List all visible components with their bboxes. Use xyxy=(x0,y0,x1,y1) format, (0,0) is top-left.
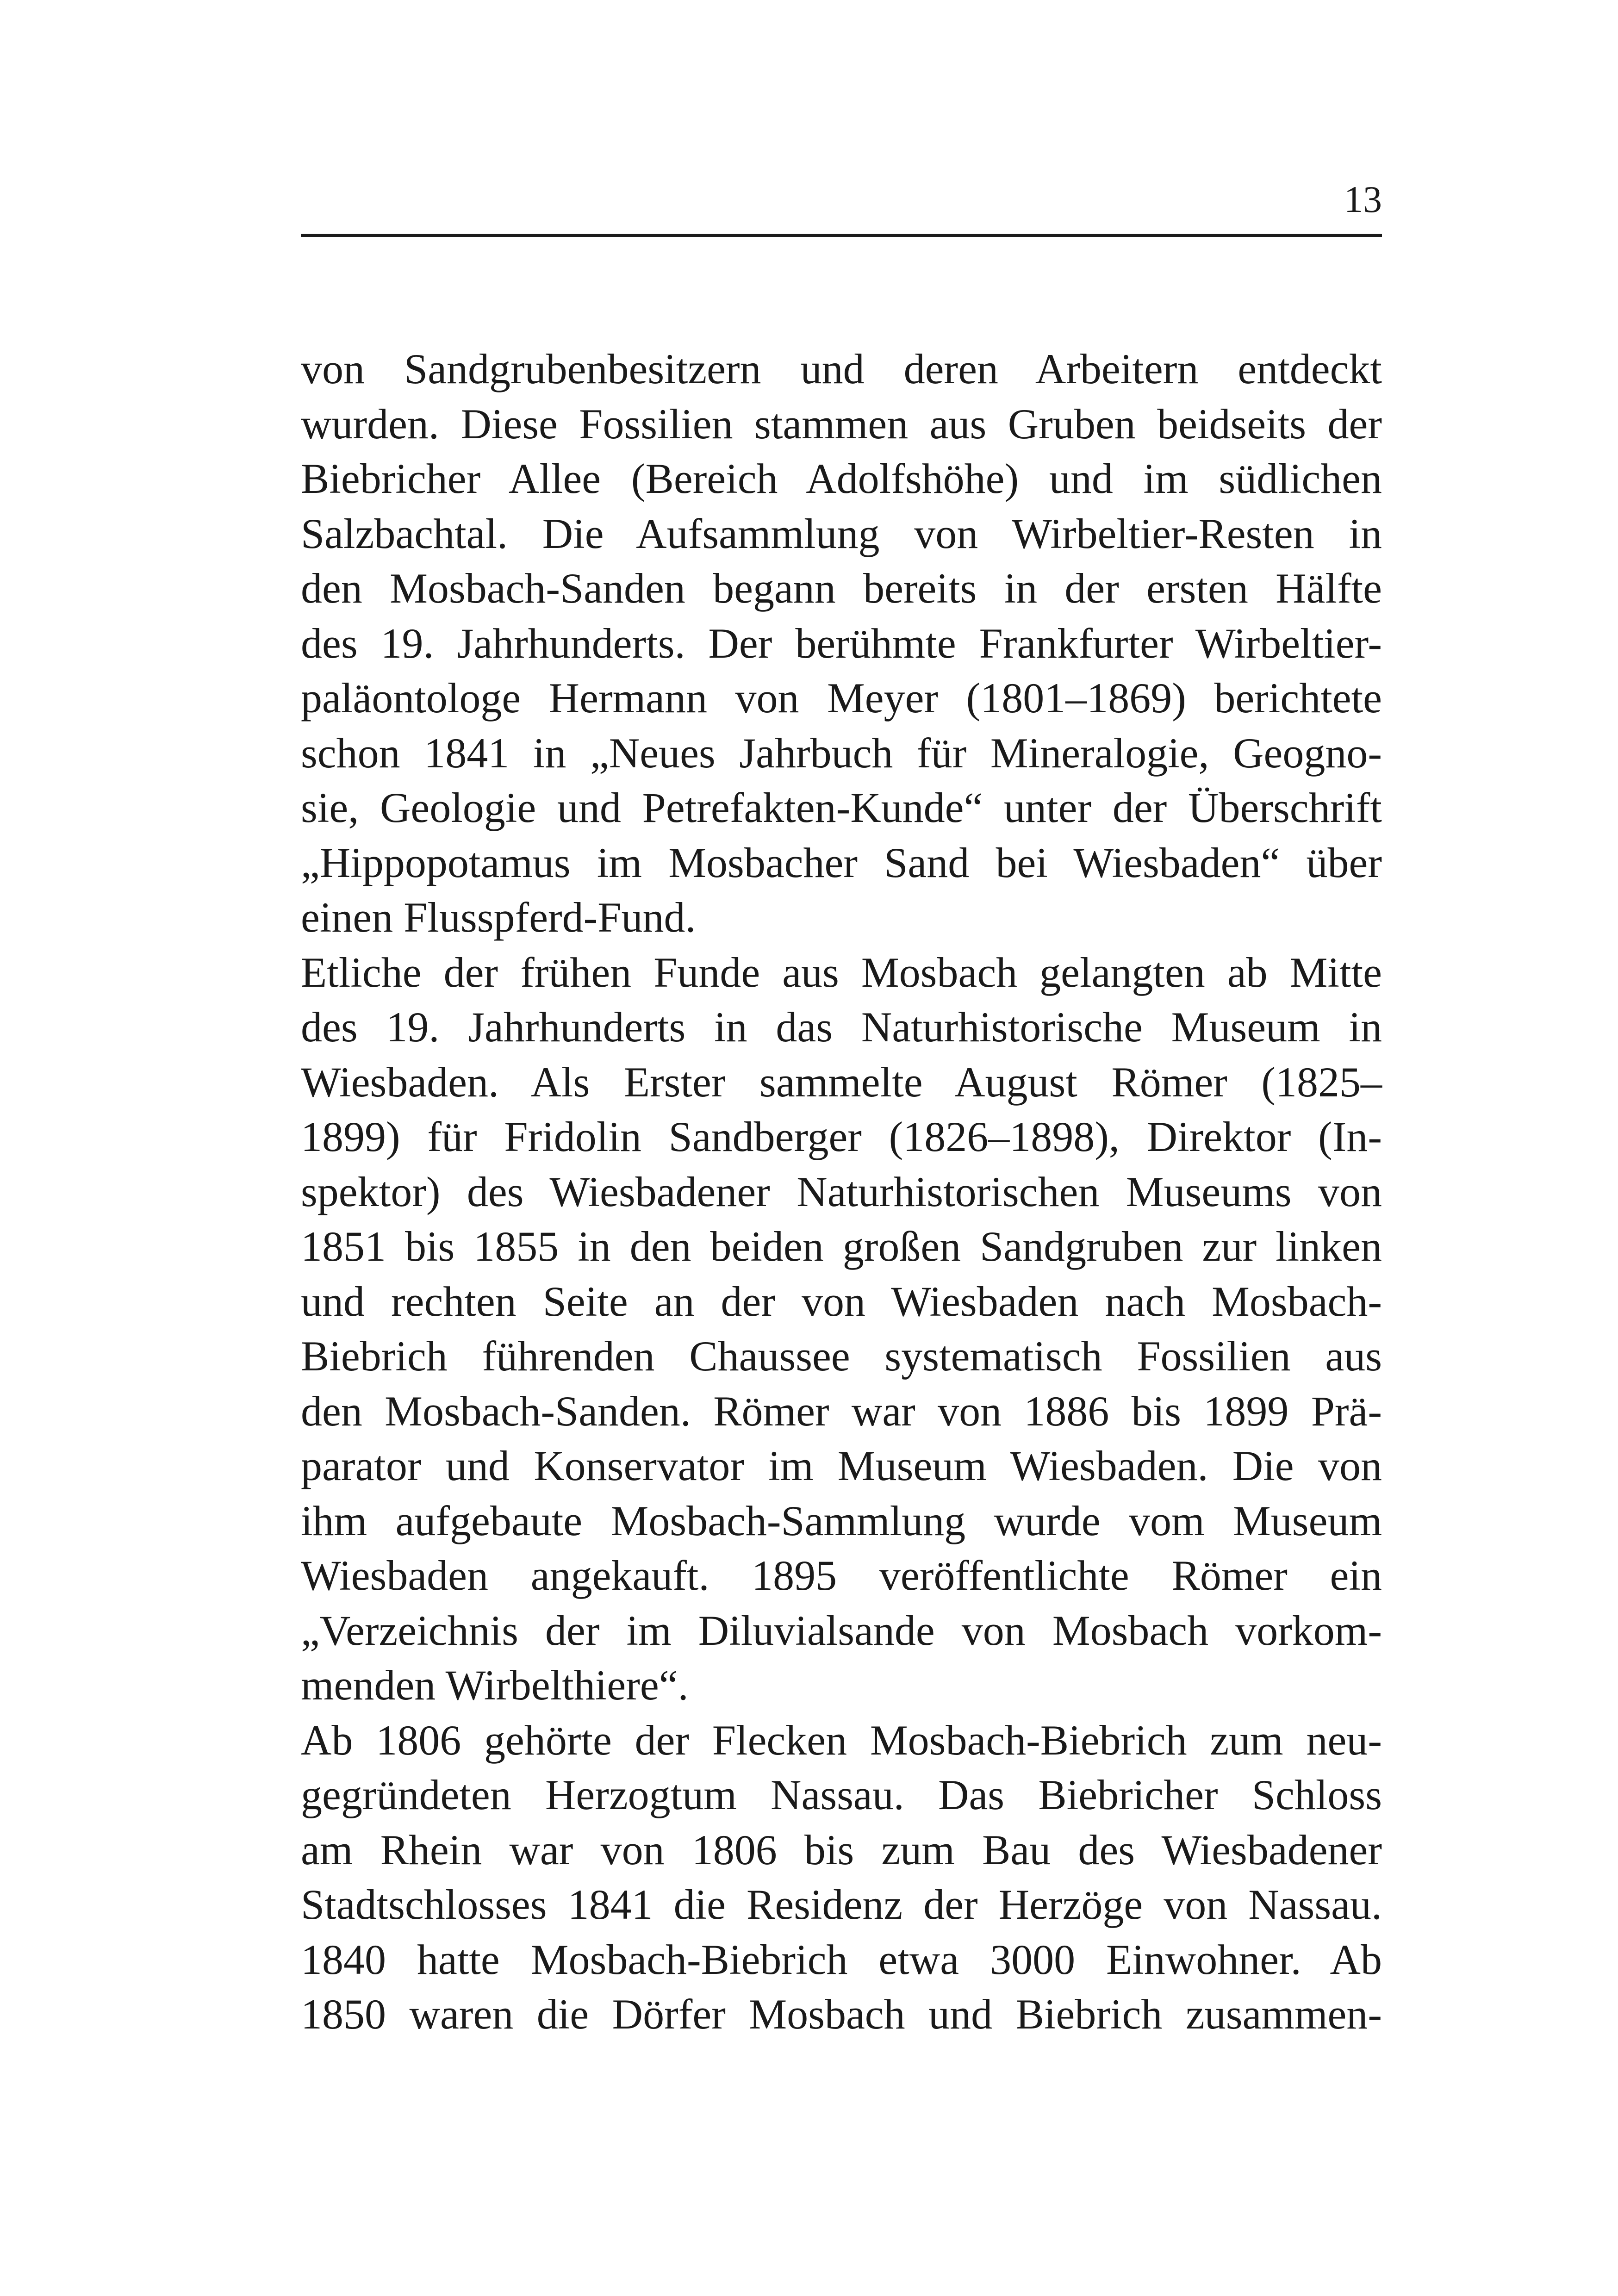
text-line: Salzbachtal. Die Aufsammlung von Wirbeltier-Resten in xyxy=(301,510,1382,557)
text-line: den Mosbach-Sanden begann bereits in der ersten Hälfte xyxy=(301,565,1382,612)
header-rule xyxy=(301,234,1382,237)
text-line: Etliche der frühen Funde aus Mosbach gelangten ab Mitte xyxy=(301,948,1382,996)
text-line: spektor) des Wiesbadener Naturhistorischen Museums von xyxy=(301,1168,1382,1215)
text-line: ihm aufgebaute Mosbach-Sammlung wurde vom Museum xyxy=(301,1497,1382,1544)
text-line: Wiesbaden. Als Erster sammelte August Römer (1825– xyxy=(301,1058,1382,1106)
text-line: menden Wirbelthiere“. xyxy=(301,1661,689,1709)
text-line: Ab 1806 gehörte der Flecken Mosbach-Biebrich zum neu- xyxy=(301,1716,1382,1764)
text-line: sie, Geologie und Petrefakten-Kunde“ unter der Überschrift xyxy=(301,784,1382,831)
text-line: 1851 bis 1855 in den beiden großen Sandgruben zur linken xyxy=(301,1223,1382,1270)
text-line: 1840 hatte Mosbach-Biebrich etwa 3000 Einwohner. Ab xyxy=(301,1935,1382,1983)
text-line: 1899) für Fridolin Sandberger (1826–1898), Direktor (In- xyxy=(301,1113,1382,1160)
text-line: einen Flusspferd-Fund. xyxy=(301,894,696,941)
text-line: „Verzeichnis der im Diluvialsande von Mosbach vorkom- xyxy=(301,1606,1382,1654)
text-line: den Mosbach-Sanden. Römer war von 1886 bis 1899 Prä- xyxy=(301,1387,1382,1435)
text-line: parator und Konservator im Museum Wiesbaden. Die von xyxy=(301,1442,1382,1489)
text-line: Biebricher Allee (Bereich Adolfshöhe) und im südlichen xyxy=(301,455,1382,502)
text-line: Biebrich führenden Chaussee systematisch Fossilien aus xyxy=(301,1332,1382,1380)
text-line: gegründeten Herzogtum Nassau. Das Biebricher Schloss xyxy=(301,1771,1382,1818)
text-line: und rechten Seite an der von Wiesbaden nach Mosbach- xyxy=(301,1277,1382,1325)
text-line: 1850 waren die Dörfer Mosbach und Biebrich zusammen- xyxy=(301,1991,1382,2038)
text-line: von Sandgrubenbesitzern und deren Arbeitern entdeckt xyxy=(301,345,1382,392)
text-line: am Rhein war von 1806 bis zum Bau des Wiesbadener xyxy=(301,1826,1382,1873)
text-line: Wiesbaden angekauft. 1895 veröffentlichte Römer ein xyxy=(301,1552,1382,1599)
text-line: Stadtschlosses 1841 die Residenz der Herzöge von Nassau. xyxy=(301,1881,1382,1928)
page-number: 13 xyxy=(1344,178,1382,220)
body-text xyxy=(301,342,1382,2042)
text-line: des 19. Jahrhunderts. Der berühmte Frankfurter Wirbeltier- xyxy=(301,619,1382,667)
text-line: „Hippopotamus im Mosbacher Sand bei Wiesbaden“ über xyxy=(301,839,1382,886)
text-line: wurden. Diese Fossilien stammen aus Gruben beidseits der xyxy=(301,400,1382,448)
text-line: schon 1841 in „Neues Jahrbuch für Mineralogie, Geogno- xyxy=(301,729,1382,777)
text-line: paläontologe Hermann von Meyer (1801–1869) berichtete xyxy=(301,674,1382,722)
text-line: des 19. Jahrhunderts in das Naturhistorische Museum in xyxy=(301,1003,1382,1051)
